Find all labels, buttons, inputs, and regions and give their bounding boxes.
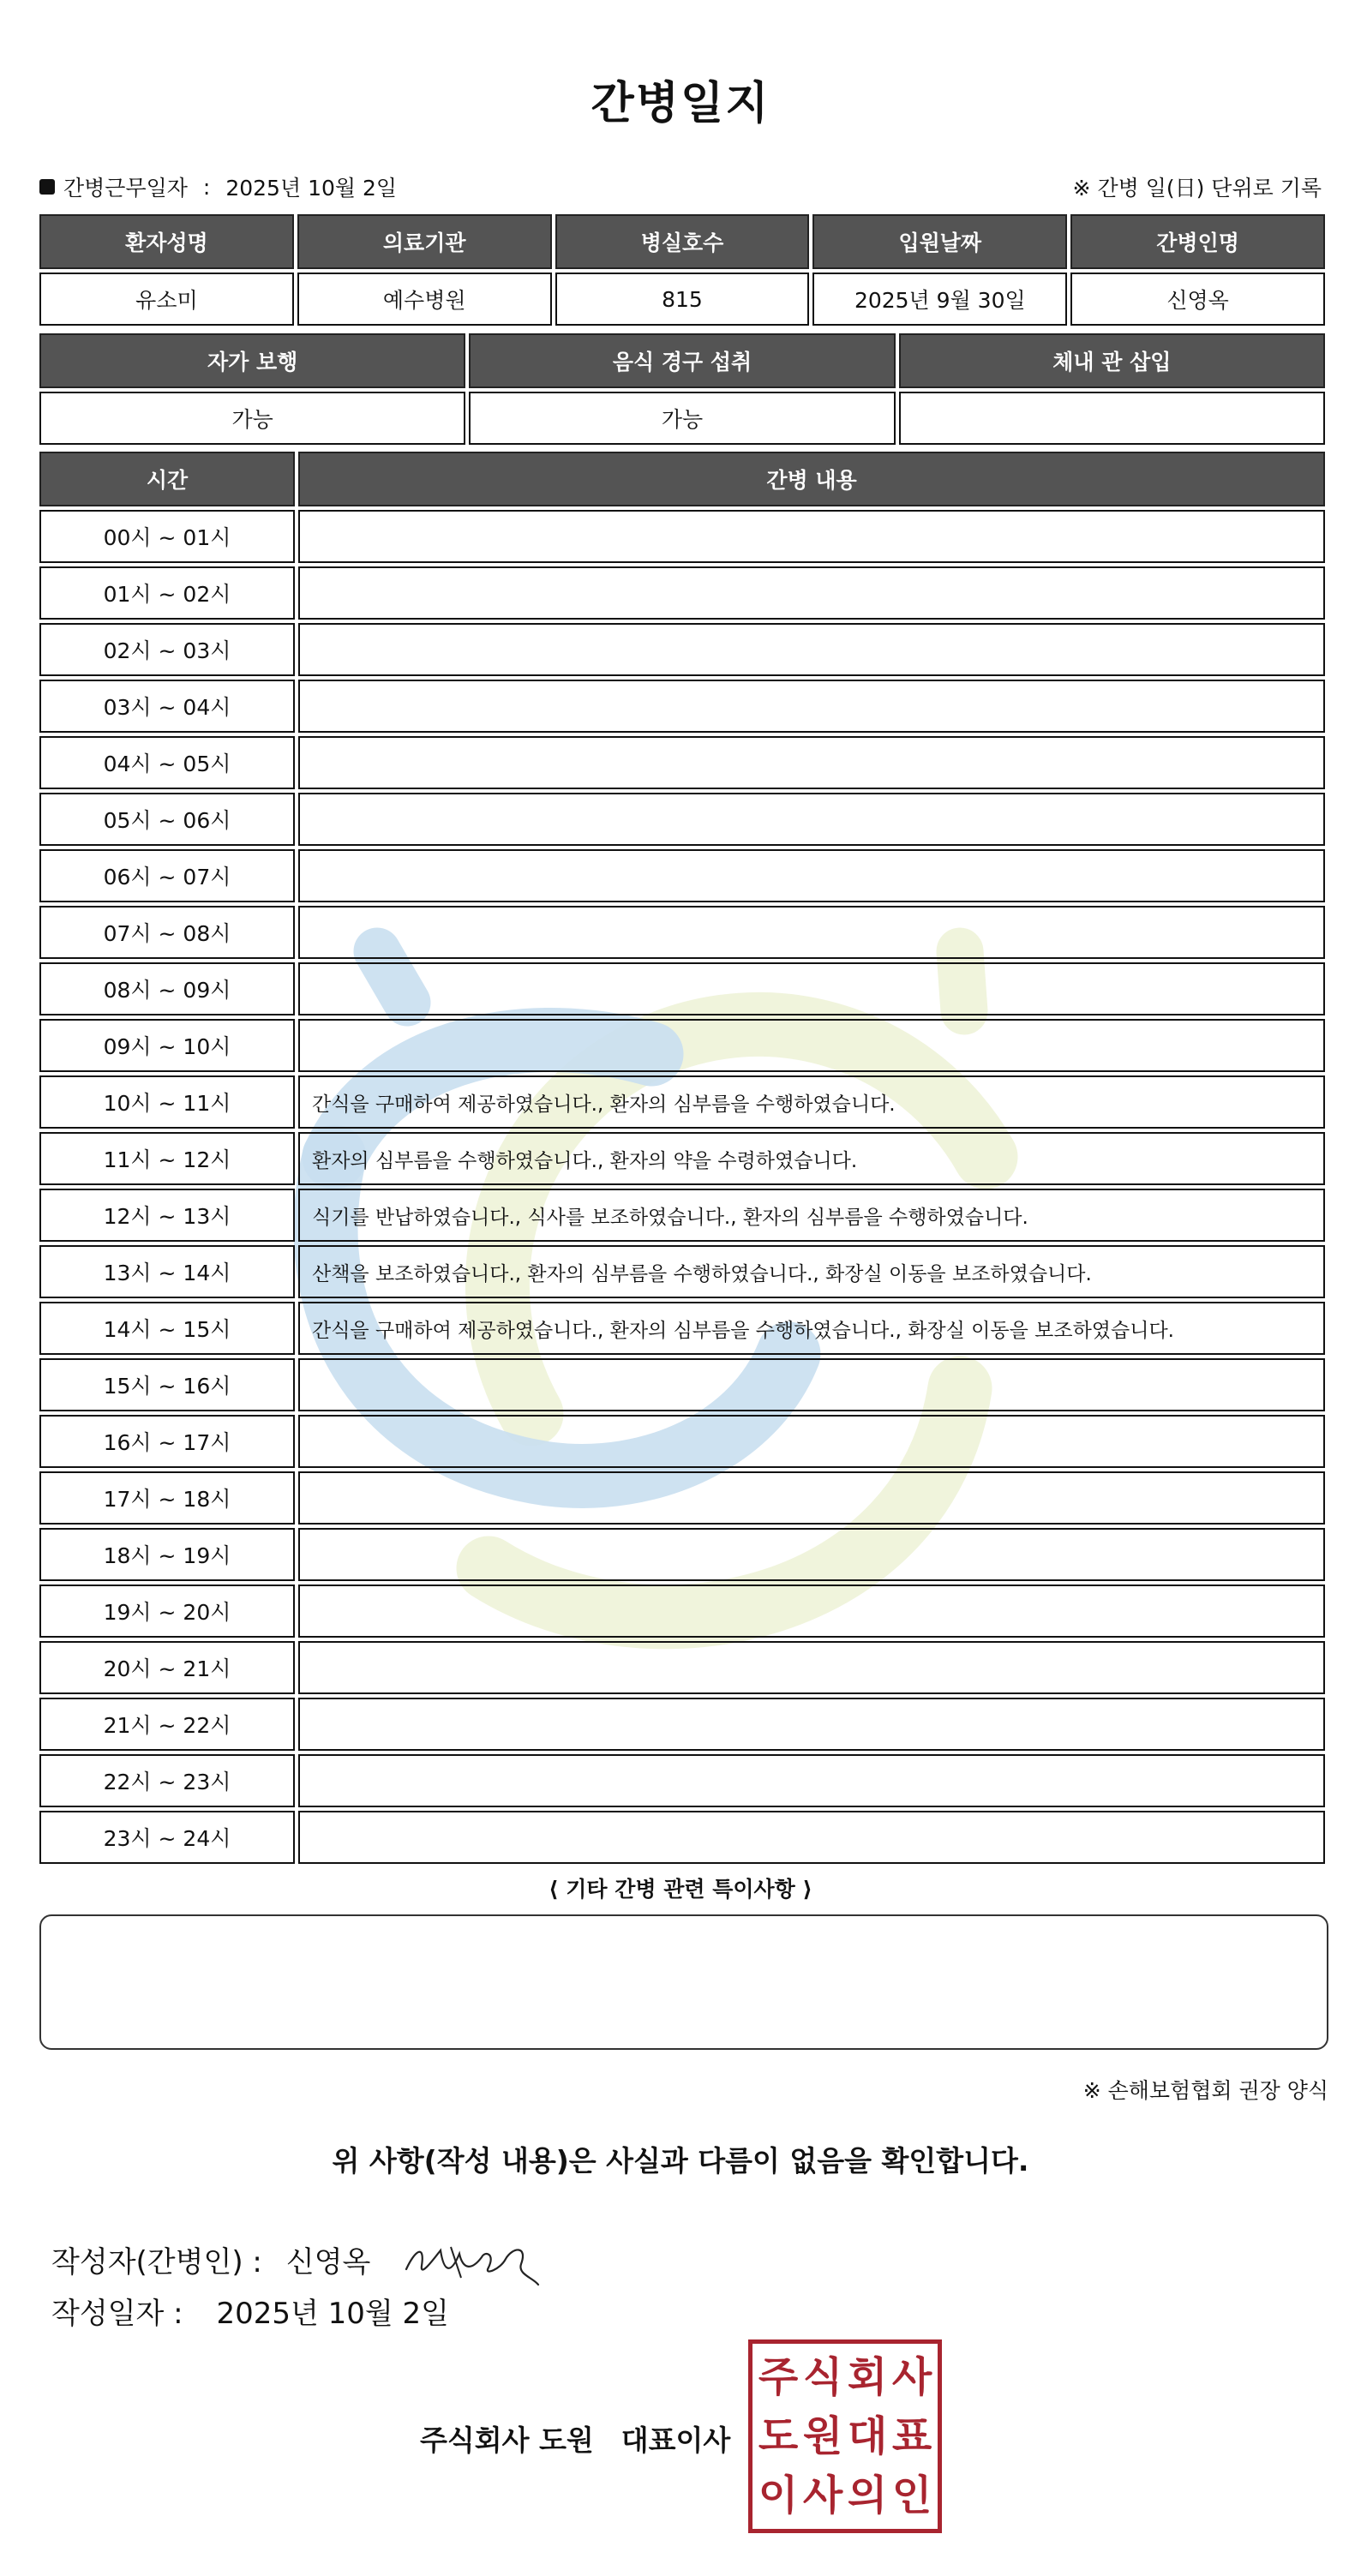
care-content-cell	[298, 1754, 1325, 1807]
written-date-row	[51, 2290, 449, 2332]
header-self-walking: 자가 보행	[39, 333, 465, 388]
care-content-cell	[298, 1019, 1325, 1072]
care-content-cell	[298, 1811, 1325, 1864]
table-row	[39, 1415, 1325, 1468]
care-content-cell	[298, 793, 1325, 846]
time-slot-cell: 09시 ~ 10시	[39, 1019, 295, 1072]
header-admission-date: 입원날짜	[812, 214, 1067, 269]
seal-character: 사	[802, 2471, 843, 2520]
seal-character: 사	[891, 2352, 932, 2401]
care-content-cell	[298, 1528, 1325, 1581]
hospital-cell: 예수병원	[297, 273, 552, 326]
table-header-row	[39, 452, 1325, 506]
time-slot-cell: 23시 ~ 24시	[39, 1811, 295, 1864]
table-row	[39, 1471, 1325, 1525]
care-content-cell	[298, 962, 1325, 1015]
time-slot-cell: 07시 ~ 08시	[39, 906, 295, 959]
oral-intake-cell: 가능	[469, 392, 895, 445]
header-oral-intake: 음식 경구 섭취	[469, 333, 895, 388]
seal-character: 회	[847, 2352, 888, 2401]
time-slot-cell: 13시 ~ 14시	[39, 1245, 295, 1298]
table-row	[39, 392, 1325, 445]
seal-character: 대	[847, 2411, 888, 2460]
table-row	[39, 1245, 1325, 1298]
table-row	[39, 1019, 1325, 1072]
care-content-cell: 산책을 보조하였습니다., 환자의 심부름을 수행하였습니다., 화장실 이동을 보조하였습니다.	[298, 1245, 1325, 1298]
time-slot-cell: 04시 ~ 05시	[39, 736, 295, 789]
table-row	[39, 1754, 1325, 1807]
time-slot-cell: 05시 ~ 06시	[39, 793, 295, 846]
time-slot-cell: 14시 ~ 15시	[39, 1302, 295, 1355]
time-slot-cell: 00시 ~ 01시	[39, 510, 295, 563]
company-name: 주식회사 도원	[420, 2423, 594, 2457]
remarks-box	[39, 1914, 1328, 2050]
care-content-cell	[298, 736, 1325, 789]
table-row	[39, 1585, 1325, 1638]
time-slot-cell: 10시 ~ 11시	[39, 1075, 295, 1129]
table-row	[39, 849, 1325, 902]
care-content-cell	[298, 1698, 1325, 1751]
table-row	[39, 566, 1325, 620]
table-row	[39, 1302, 1325, 1355]
care-content-cell	[298, 1585, 1325, 1638]
handwritten-signature	[399, 2225, 545, 2293]
table-row	[39, 1075, 1325, 1129]
table-row	[39, 906, 1325, 959]
table-row	[39, 1358, 1325, 1411]
care-content-cell: 간식을 구매하여 제공하였습니다., 환자의 심부름을 수행하였습니다.	[298, 1075, 1325, 1129]
tube-insertion-cell	[899, 392, 1325, 445]
table-row	[39, 1641, 1325, 1694]
room-number-cell: 815	[555, 273, 810, 326]
work-date-row	[39, 171, 1322, 206]
seal-character: 이	[758, 2471, 799, 2520]
seal-character: 의	[847, 2471, 888, 2520]
time-slot-cell: 03시 ~ 04시	[39, 680, 295, 733]
seal-character: 표	[891, 2411, 932, 2460]
patient-info-table	[36, 211, 1328, 329]
admission-date-cell: 2025년 9월 30일	[812, 273, 1067, 326]
care-content-cell: 간식을 구매하여 제공하였습니다., 환자의 심부름을 수행하였습니다., 화장실 이동을 보조하였습니다.	[298, 1302, 1325, 1355]
care-content-cell	[298, 906, 1325, 959]
work-date-label: 간병근무일자	[63, 176, 188, 201]
table-row	[39, 273, 1325, 326]
table-row	[39, 510, 1325, 563]
document-title: 간병일지	[591, 78, 770, 129]
header-caregiver-name: 간병인명	[1070, 214, 1325, 269]
written-date-label: 작성일자 :	[51, 2297, 183, 2331]
self-walking-cell: 가능	[39, 392, 465, 445]
time-slot-cell: 11시 ~ 12시	[39, 1132, 295, 1185]
header-room-number: 병실호수	[555, 214, 810, 269]
time-slot-cell: 02시 ~ 03시	[39, 623, 295, 676]
care-content-cell	[298, 566, 1325, 620]
care-content-cell: 식기를 반납하였습니다., 식사를 보조하였습니다., 환자의 심부름을 수행하였습니다.	[298, 1189, 1325, 1242]
seal-character: 주	[758, 2352, 799, 2401]
care-content-cell	[298, 1641, 1325, 1694]
table-row	[39, 1132, 1325, 1185]
unit-note: ※ 간병 일(日) 단위로 기록	[1072, 176, 1322, 201]
time-slot-cell: 08시 ~ 09시	[39, 962, 295, 1015]
header-time: 시간	[39, 452, 295, 506]
care-content-cell	[298, 680, 1325, 733]
writer-row	[51, 2225, 545, 2293]
status-info-table	[36, 330, 1328, 448]
company-title: 대표이사	[621, 2423, 731, 2457]
care-content-cell	[298, 1415, 1325, 1468]
time-slot-cell: 17시 ~ 18시	[39, 1471, 295, 1525]
company-signoff	[420, 2418, 730, 2459]
written-date-value: 2025년 10월 2일	[216, 2297, 450, 2331]
time-slot-cell: 16시 ~ 17시	[39, 1415, 295, 1468]
time-slot-cell: 18시 ~ 19시	[39, 1528, 295, 1581]
time-slot-cell: 22시 ~ 23시	[39, 1754, 295, 1807]
table-row	[39, 680, 1325, 733]
care-content-cell	[298, 849, 1325, 902]
time-slot-cell: 15시 ~ 16시	[39, 1358, 295, 1411]
remarks-title: ⟨ 기타 간병 관련 특이사항 ⟩	[549, 1877, 812, 1902]
seal-character: 식	[802, 2352, 843, 2401]
header-tube-insertion: 체내 관 삽입	[899, 333, 1325, 388]
table-row	[39, 962, 1325, 1015]
care-content-cell	[298, 623, 1325, 676]
bullet-square-icon	[39, 179, 55, 195]
caregiver-name-cell: 신영옥	[1070, 273, 1325, 326]
header-care-content: 간병 내용	[298, 452, 1325, 506]
time-slot-cell: 20시 ~ 21시	[39, 1641, 295, 1694]
care-log-table	[36, 448, 1328, 1867]
company-seal-stamp	[748, 2339, 942, 2533]
table-header-row	[39, 214, 1325, 269]
work-date-separator: :	[202, 174, 211, 200]
table-row	[39, 1528, 1325, 1581]
seal-character: 원	[802, 2411, 843, 2460]
table-header-row	[39, 333, 1325, 388]
table-row	[39, 736, 1325, 789]
work-date-value: 2025년 10월 2일	[225, 176, 398, 201]
care-content-cell	[298, 1471, 1325, 1525]
table-row	[39, 1189, 1325, 1242]
table-row	[39, 793, 1325, 846]
care-content-cell	[298, 1358, 1325, 1411]
care-content-cell	[298, 510, 1325, 563]
writer-label: 작성자(간병인) :	[51, 2244, 262, 2279]
writer-name: 신영옥	[285, 2244, 371, 2279]
time-slot-cell: 01시 ~ 02시	[39, 566, 295, 620]
header-patient-name: 환자성명	[39, 214, 294, 269]
time-slot-cell: 12시 ~ 13시	[39, 1189, 295, 1242]
care-content-cell: 환자의 심부름을 수행하였습니다., 환자의 약을 수령하였습니다.	[298, 1132, 1325, 1185]
seal-character: 인	[891, 2471, 932, 2520]
table-row	[39, 1698, 1325, 1751]
table-row	[39, 623, 1325, 676]
table-row	[39, 1811, 1325, 1864]
seal-character: 도	[758, 2411, 799, 2460]
form-note: ※ 손해보험협회 권장 양식	[1082, 2078, 1328, 2103]
patient-name-cell: 유소미	[39, 273, 294, 326]
confirmation-statement: 위 사항(작성 내용)은 사실과 다름이 없음을 확인합니다.	[332, 2144, 1029, 2178]
time-slot-cell: 06시 ~ 07시	[39, 849, 295, 902]
time-slot-cell: 19시 ~ 20시	[39, 1585, 295, 1638]
header-hospital: 의료기관	[297, 214, 552, 269]
time-slot-cell: 21시 ~ 22시	[39, 1698, 295, 1751]
